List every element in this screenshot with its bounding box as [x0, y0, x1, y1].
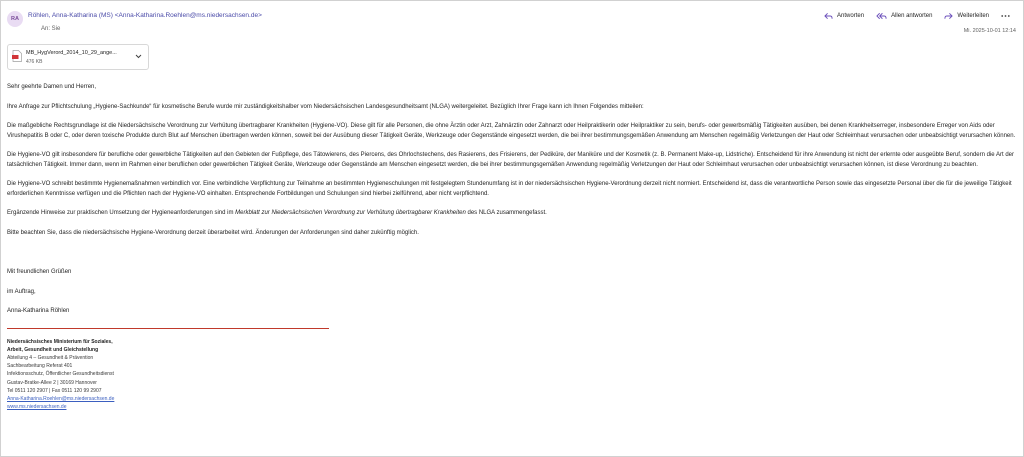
pdf-file-icon [12, 50, 22, 62]
attachment-name: MB_HygVerord_2014_10_29_ange... [26, 50, 117, 56]
closing: Mit freundlichen Grüßen [7, 269, 72, 275]
avatar[interactable]: RA [7, 11, 23, 27]
reply-button[interactable] [821, 10, 867, 22]
paragraph-3: Die Hygiene-VO gilt insbesondere für berufliche oder gewerbliche Tätigkeiten auf den Gebieten der Fußpflege, des Tätowierens, des Piercens, des Ohrlochstechens, des Rasierens, des Frisierens, der Pediküre, der Maniküre und der Kosmetik (z. B. Permanent Make-up, Lidstriche). Entscheidend für ihre Anwendung ist nicht der erlernte oder ausgeübte Beruf, sondern die Art der tatsächlichen Tätigkeit. Immer dann, wenn im Rahmen einer beruflichen oder gewerblichen Tätigkeit Geräte, Werkzeuge oder Gegenstände am Menschen eingesetzt werden, die bei ihrer bestimmungsgemäßen Anwendung regelmäßig Verletzungen der Haut oder Schleimhaut verursachen oder unbeabsichtigt verursachen können, ist diese Verordnung zu beachten. [7, 152, 1014, 168]
paragraph-5-pre: Ergänzende Hinweise zur praktischen Umsetzung der Hygieneanforderungen sind im [7, 210, 236, 216]
paragraph-5 [7, 209, 1017, 219]
message-actions [821, 10, 1013, 22]
greeting: Sehr geehrte Damen und Herren, [7, 84, 97, 90]
sender-email[interactable]: <Anna-Katharina.Roehlen@ms.niedersachsen.de> [114, 12, 262, 19]
attachment-card[interactable] [7, 44, 149, 70]
chevron-down-icon[interactable] [135, 54, 142, 59]
reply-icon [824, 12, 833, 20]
sent-date: Mi. 2025-10-01 12:14 [963, 28, 1016, 34]
signature-divider [7, 328, 329, 329]
more-actions-button[interactable] [998, 12, 1013, 20]
sender-line[interactable] [28, 12, 262, 19]
signature-email-link[interactable]: Anna-Katharina.Roehlen@ms.niedersachsen.de [7, 395, 115, 402]
forward-label: Weiterleiten [957, 13, 989, 19]
paragraph-5-post: des NLGA zusammengefasst. [465, 210, 547, 216]
reply-label: Antworten [837, 13, 865, 19]
signature-block [7, 338, 1017, 412]
signer-name: Anna-Katharina Röhlen [7, 308, 70, 314]
forward-icon [944, 12, 953, 20]
paragraph-1: Ihre Anfrage zur Pflichtschulung „Hygiene-Sachkunde“ für kosmetische Berufe wurde mir zuständigkeitshalber vom Niedersächsischen Landesgesundheitsamt (NLGA) weitergeleitet. Bezüglich Ihrer Frage kann ich Ihnen Folgendes mitteilen: [7, 103, 644, 110]
paragraph-4: Die Hygiene-VO schreibt bestimmte Hygienemaßnahmen verbindlich vor. Eine verbindliche Verpflichtung zur Teilnahme an bestimmten Hygieneschulungen mit festgelegtem Stundenumfang ist in der niedersächsischen Hygiene-Verordnung derzeit nicht normiert. Entscheidend ist, dass die verantwortliche Person sowie das eingesetzte Personal über die für die jeweilige Tätigkeit erforderlichen Kenntnisse verfügen und die Pflichten nach der Hygiene-VO einhalten. Entsprechende Fortbildungen und Schulungen sind hierbei zielführend, aber nicht verpflichtend. [7, 181, 1012, 197]
signature-referat: Sachbearbeitung Referat 401 [7, 363, 73, 370]
paragraph-6: Bitte beachten Sie, dass die niedersächsische Hygiene-Verordnung derzeit überarbeitet wird. Änderungen der Anforderungen sind daher zukünftig möglich. [7, 229, 419, 236]
forward-button[interactable] [941, 10, 992, 22]
im-auftrag: im Auftrag, [7, 288, 36, 295]
signature-department: Abteilung 4 – Gesundheit & Prävention [7, 354, 94, 361]
attachment-size: 476 KB [26, 59, 43, 65]
more-icon [1001, 14, 1010, 18]
paragraph-2: Die maßgebliche Rechtsgrundlage ist die Niedersächsische Verordnung zur Verhütung übertragbarer Krankheiten (Hygiene-VO). Diese gilt für alle Personen, die ohne Ärztin oder Arzt, Zahnärztin oder Zahnarzt oder Heilpraktikerin oder Heilpraktiker zu sein, berufs- oder gewerbsmäßig Tätigkeiten ausüben, bei denen Krankheitserreger, insbesondere Erreger von Aids oder Virushepatitis B oder C, oder deren toxische Produkte durch Blut auf Menschen übertragen werden können, soweit bei der Ausübung dieser Tätigkeit Geräte, Werkzeuge oder Gegenstände eingesetzt werden, die bei ihrer bestimmungsgemäßen Anwendung am Menschen regelmäßig Verletzungen der Haut oder Schleimhaut verursachen oder unbeabsichtigt verursachen können. [7, 123, 1016, 139]
signature-org-line-2: Arbeit, Gesundheit und Gleichstellung [7, 346, 99, 353]
reply-all-button[interactable] [873, 10, 935, 22]
signature-web-link[interactable]: www.ms.niedersachsen.de [7, 404, 67, 411]
reply-all-label: Allen antworten [891, 13, 933, 19]
signature-org-line-1: Niedersächsisches Ministerium für Soziales, [7, 338, 113, 345]
reply-all-icon [876, 12, 887, 20]
signature-phone: Tel 0511 120 2907 | Fax 0511 120 99 2907 [7, 387, 102, 394]
recipient-line: An: Sie [41, 26, 61, 32]
message-body [7, 83, 1017, 411]
signature-topic: Infektionsschutz, Öffentlicher Gesundheitsdienst [7, 371, 114, 378]
sender-name[interactable]: Röhlen, Anna-Katharina (MS) [28, 12, 113, 19]
signature-address: Gustav-Bratke-Allee 2 | 30169 Hannover [7, 379, 97, 386]
merkblatt-title: Merkblatt zur Niedersächsischen Verordnung zur Verhütung übertragbarer Krankheiten [235, 210, 466, 216]
